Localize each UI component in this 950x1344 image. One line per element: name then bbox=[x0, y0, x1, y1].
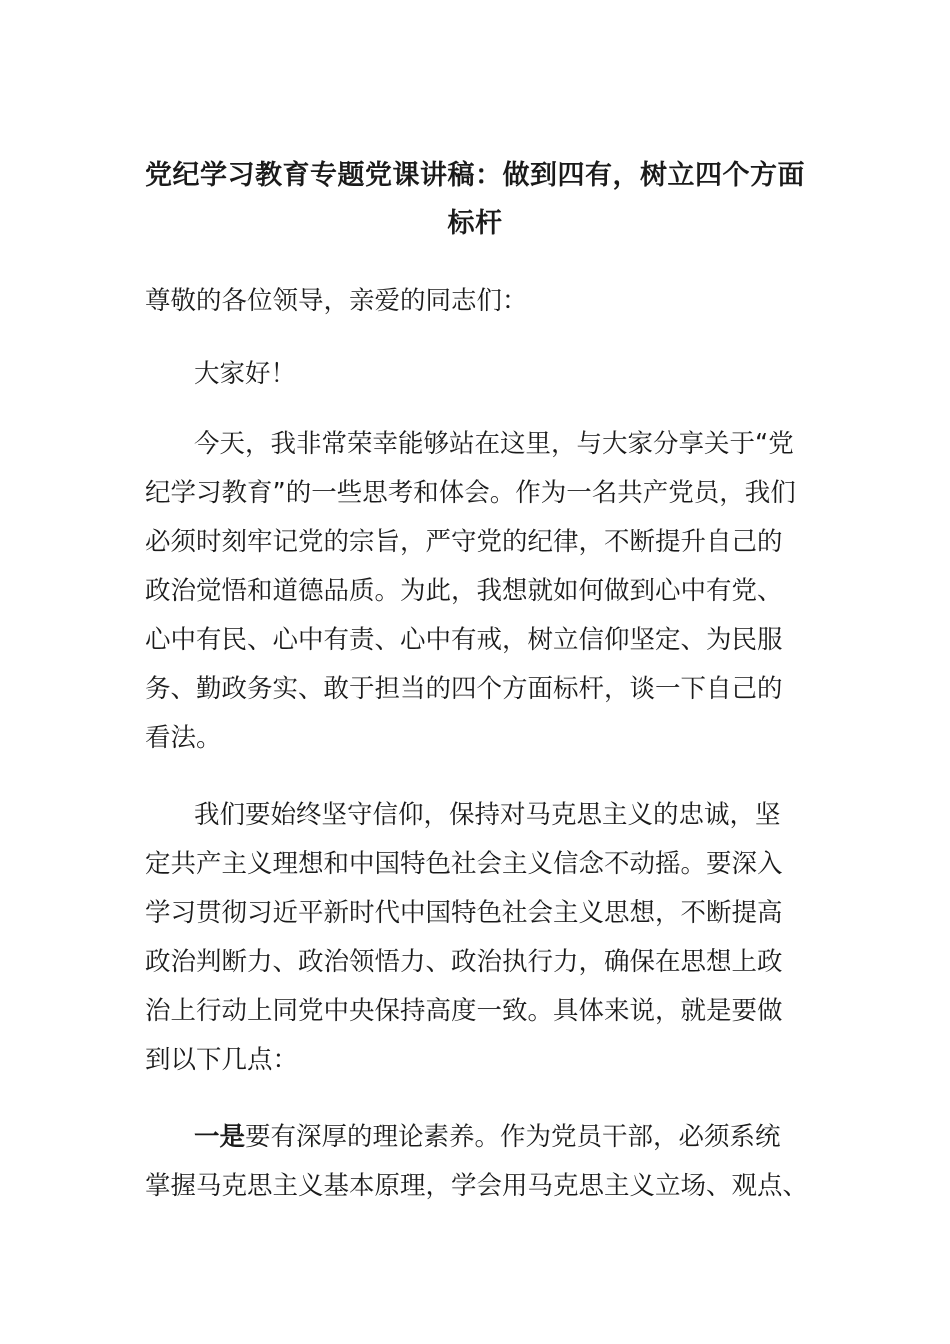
paragraph-3-lead: 一是 bbox=[194, 1122, 246, 1152]
paragraph-2-line-2: 定共产主义理想和中国特色社会主义信念不动摇。要深入 bbox=[145, 849, 783, 879]
paragraph-2-line-6: 到以下几点： bbox=[145, 1045, 299, 1075]
paragraph-1-line-6: 务、勤政务实、敢于担当的四个方面标杆，谈一下自己的 bbox=[145, 674, 783, 704]
salutation: 尊敬的各位领导，亲爱的同志们： bbox=[145, 286, 528, 316]
greeting: 大家好！ bbox=[194, 359, 297, 389]
paragraph-2-line-3: 学习贯彻习近平新时代中国特色社会主义思想，不断提高 bbox=[145, 898, 783, 928]
paragraph-1-line-5: 心中有民、心中有责、心中有戒，树立信仰坚定、为民服 bbox=[145, 625, 783, 655]
paragraph-1-line-1: 今天，我非常荣幸能够站在这里，与大家分享关于“党 bbox=[194, 429, 794, 459]
paragraph-2-line-1: 我们要始终坚守信仰，保持对马克思主义的忠诚，坚 bbox=[194, 800, 781, 830]
document-title: 党纪学习教育专题党课讲稿：做到四有，树立四个方面标杆 bbox=[145, 160, 805, 239]
paragraph-2-line-5: 治上行动上同党中央保持高度一致。具体来说，就是要做 bbox=[145, 996, 783, 1026]
paragraph-1-line-3: 必须时刻牢记党的宗旨，严守党的纪律，不断提升自己的 bbox=[145, 527, 783, 557]
paragraph-3-line-1-text: 要有深厚的理论素养。作为党员干部，必须系统 bbox=[245, 1122, 781, 1152]
paragraph-1-line-7: 看法。 bbox=[145, 723, 222, 753]
paragraph-1-line-2: 纪学习教育”的一些思考和体会。作为一名共产党员，我们 bbox=[145, 478, 796, 508]
paragraph-3-line-2: 掌握马克思主义基本原理，学会用马克思主义立场、观点、 bbox=[145, 1171, 809, 1201]
paragraph-3-line-1 bbox=[194, 1119, 781, 1155]
paragraph-2-line-4: 政治判断力、政治领悟力、政治执行力，确保在思想上政 bbox=[145, 947, 783, 977]
paragraph-1-line-4: 政治觉悟和道德品质。为此，我想就如何做到心中有党、 bbox=[145, 576, 783, 606]
